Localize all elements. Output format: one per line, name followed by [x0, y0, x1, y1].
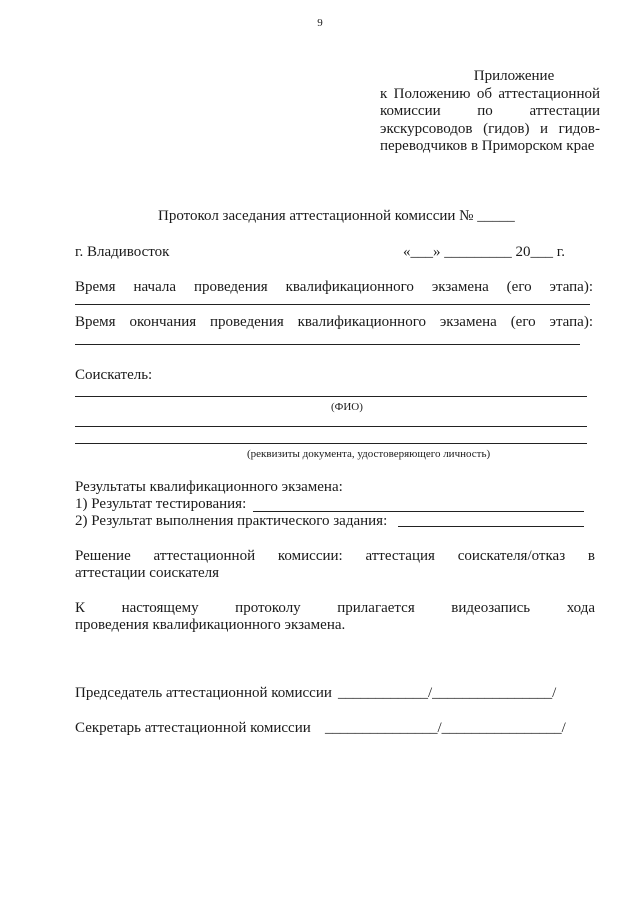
city: г. Владивосток [75, 244, 170, 260]
start-time-field[interactable] [75, 304, 590, 305]
secretary-signature-field[interactable]: _______________/________________/ [325, 720, 566, 736]
result-test-label: 1) Результат тестирования: [75, 496, 247, 512]
secretary-label: Секретарь аттестационной комиссии [75, 720, 311, 736]
appendix-block [380, 68, 600, 156]
appendix-title: Приложение [473, 68, 555, 84]
chairman-signature-field[interactable]: ____________/________________/ [338, 685, 557, 701]
result-practice-label: 2) Результат выполнения практического задания: [75, 513, 388, 529]
page-number: 9 [317, 17, 323, 29]
date-line: «___» _________ 20___ г. [403, 244, 565, 260]
end-time-label: Время окончания проведения квалификационного экзамена (его этапа): [75, 314, 593, 330]
attachment-line-1: К настоящему протоколу прилагается видеозапись хода [75, 600, 595, 616]
applicant-label: Соискатель: [75, 367, 153, 383]
results-heading: Результаты квалификационного экзамена: [75, 479, 343, 495]
applicant-name-field[interactable] [75, 396, 587, 397]
fio-caption: (ФИО) [331, 401, 363, 413]
document-caption: (реквизиты документа, удостоверяющего личность) [247, 448, 491, 460]
attachment-line-2: проведения квалификационного экзамена. [75, 617, 346, 633]
end-time-field[interactable] [75, 344, 580, 345]
decision-line-1: Решение аттестационной комиссии: аттестация соискателя/отказ в [75, 548, 595, 564]
result-practice-field[interactable] [398, 526, 584, 527]
document-field-1[interactable] [75, 426, 587, 427]
decision-line-2: аттестации соискателя [75, 565, 220, 581]
appendix-text: к Положению об аттестационной комиссии по аттестации экскурсоводов (гидов) и гидов-переводчиков в Приморском крае [380, 85, 600, 154]
protocol-title: Протокол заседания аттестационной комиссии № _____ [158, 208, 515, 224]
document-field-2[interactable] [75, 443, 587, 444]
start-time-label: Время начала проведения квалификационного экзамена (его этапа): [75, 279, 593, 295]
chairman-label: Председатель аттестационной комиссии [75, 685, 332, 701]
